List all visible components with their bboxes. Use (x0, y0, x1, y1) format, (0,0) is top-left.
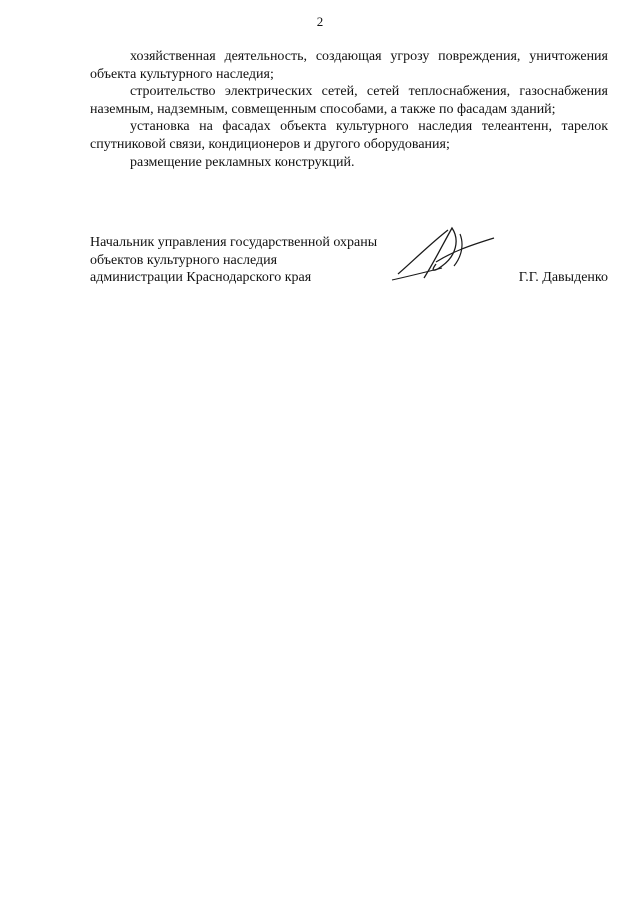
paragraph-2: строительство электрических сетей, сетей теплоснабжения, газоснабжения наземным, надземным, совмещенным способами, а также по фасадам зданий; (90, 84, 608, 117)
paragraph-4: размещение рекламных конструкций. (130, 154, 355, 170)
signer-position-line-1: Начальник управления государственной охраны (90, 235, 378, 250)
paragraph-1: хозяйственная деятельность, создающая угрозу повреждения, уничтожения объекта культурного наследия; (90, 49, 608, 82)
signer-position-line-3: администрации Краснодарского края (90, 270, 312, 286)
signer-position-line-2: объектов культурного наследия (90, 252, 278, 268)
signature-block (90, 234, 608, 287)
page-number: 2 (316, 14, 324, 29)
paragraph-3: установка на фасадах объекта культурного наследия телеантенн, тарелок спутниковой связи, кондиционеров и другого оборудования; (90, 119, 608, 152)
handwritten-signature (390, 222, 500, 286)
signer-name: Г.Г. Давыденко (518, 270, 608, 285)
document-body (90, 48, 608, 171)
